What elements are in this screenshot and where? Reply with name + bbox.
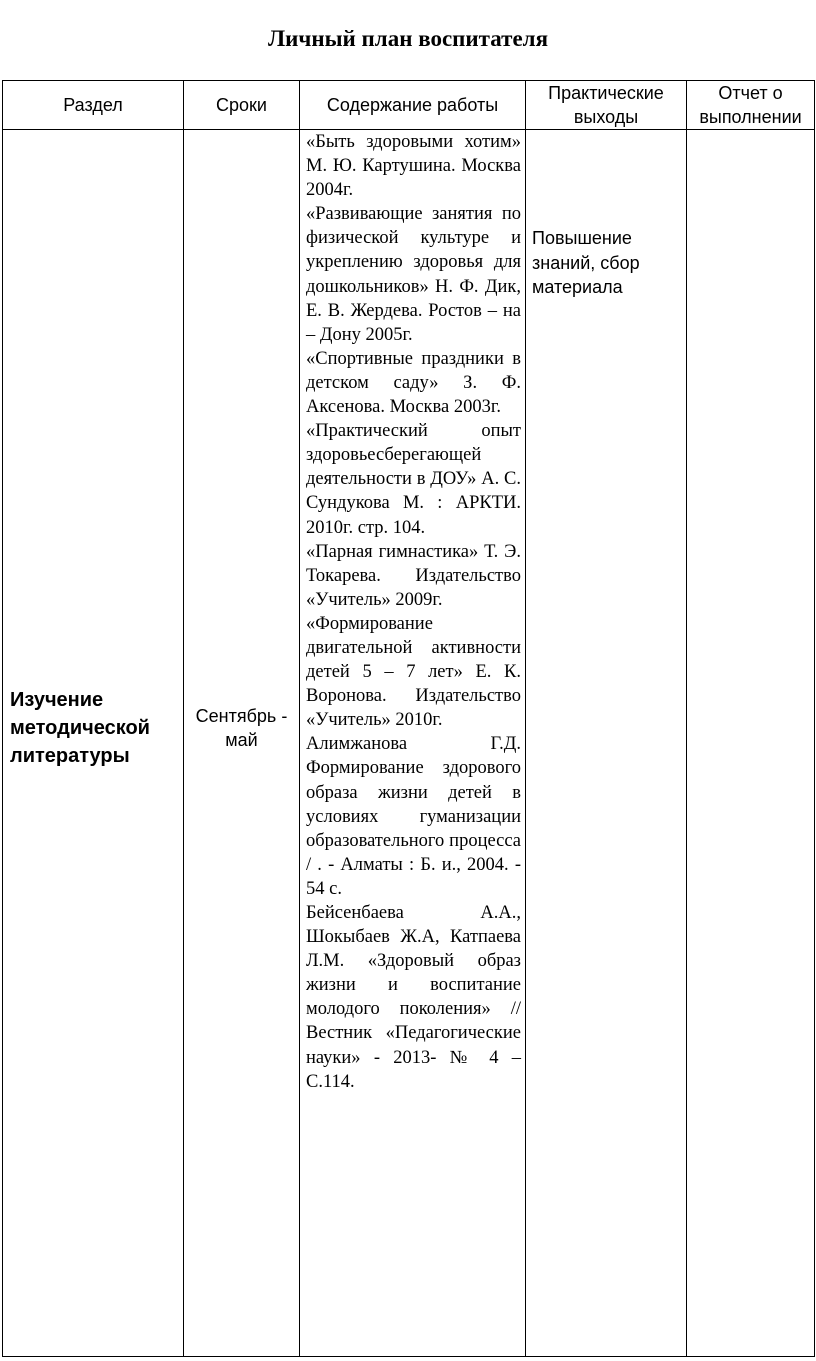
outputs-value: Повышение знаний, сбор материала bbox=[532, 228, 640, 297]
section-cell bbox=[3, 130, 184, 1357]
literature-item: Алимжанова Г.Д. Формирование здорового образа жизни детей в условиях гуманизации образовательного процесса / . - Алматы : Б. и., 2004. - 54 с. bbox=[306, 734, 521, 899]
header-period: Сроки bbox=[184, 81, 300, 130]
content-cell bbox=[300, 130, 526, 1357]
plan-table bbox=[2, 80, 815, 1357]
header-content: Содержание работы bbox=[300, 81, 526, 130]
literature-item: «Развивающие занятия по физической культуре и укреплению здоровья для дошкольников» Н. Ф. Дик, Е. В. Жердева. Ростов – на – Дону 2005г. bbox=[306, 204, 521, 345]
period-cell bbox=[184, 130, 300, 1357]
document-title: Личный план воспитателя bbox=[267, 26, 549, 51]
section-name: Изучение методической литературы bbox=[10, 689, 150, 767]
literature-item: Бейсенбаева А.А., Шокыбаев Ж.А, Катпаева Л.М. «Здоровый образ жизни и воспитание молодого поколения» // Вестник «Педагогические науки» - 2013- № 4 – С.114. bbox=[306, 903, 521, 1092]
literature-item: «Практический опыт здоровьесберегающей деятельности в ДОУ» А. С. Сундукова М. : АРКТИ. 2010г. стр. 104. bbox=[306, 421, 521, 538]
literature-item: «Формирование двигательной активности детей 5 – 7 лет» Е. К. Воронова. Издательство «Учитель» 2010г. bbox=[306, 613, 521, 731]
table-header-row bbox=[3, 81, 815, 130]
literature-item: «Спортивные праздники в детском саду» З. Ф. Аксенова. Москва 2003г. bbox=[306, 348, 521, 418]
header-report: Отчет о выполнении bbox=[687, 81, 815, 130]
header-section: Раздел bbox=[3, 81, 184, 130]
literature-item: «Быть здоровыми хотим» М. Ю. Картушина. Москва 2004г. bbox=[306, 132, 521, 201]
outputs-cell bbox=[526, 130, 687, 1357]
literature-item: «Парная гимнастика» Т. Э. Токарева. Издательство «Учитель» 2009г. bbox=[306, 541, 521, 610]
report-cell bbox=[687, 130, 815, 1357]
header-outputs: Практические выходы bbox=[526, 81, 687, 130]
period-value: Сентябрь - май bbox=[195, 706, 288, 750]
literature-list bbox=[306, 130, 521, 1094]
table-row bbox=[3, 130, 815, 1357]
